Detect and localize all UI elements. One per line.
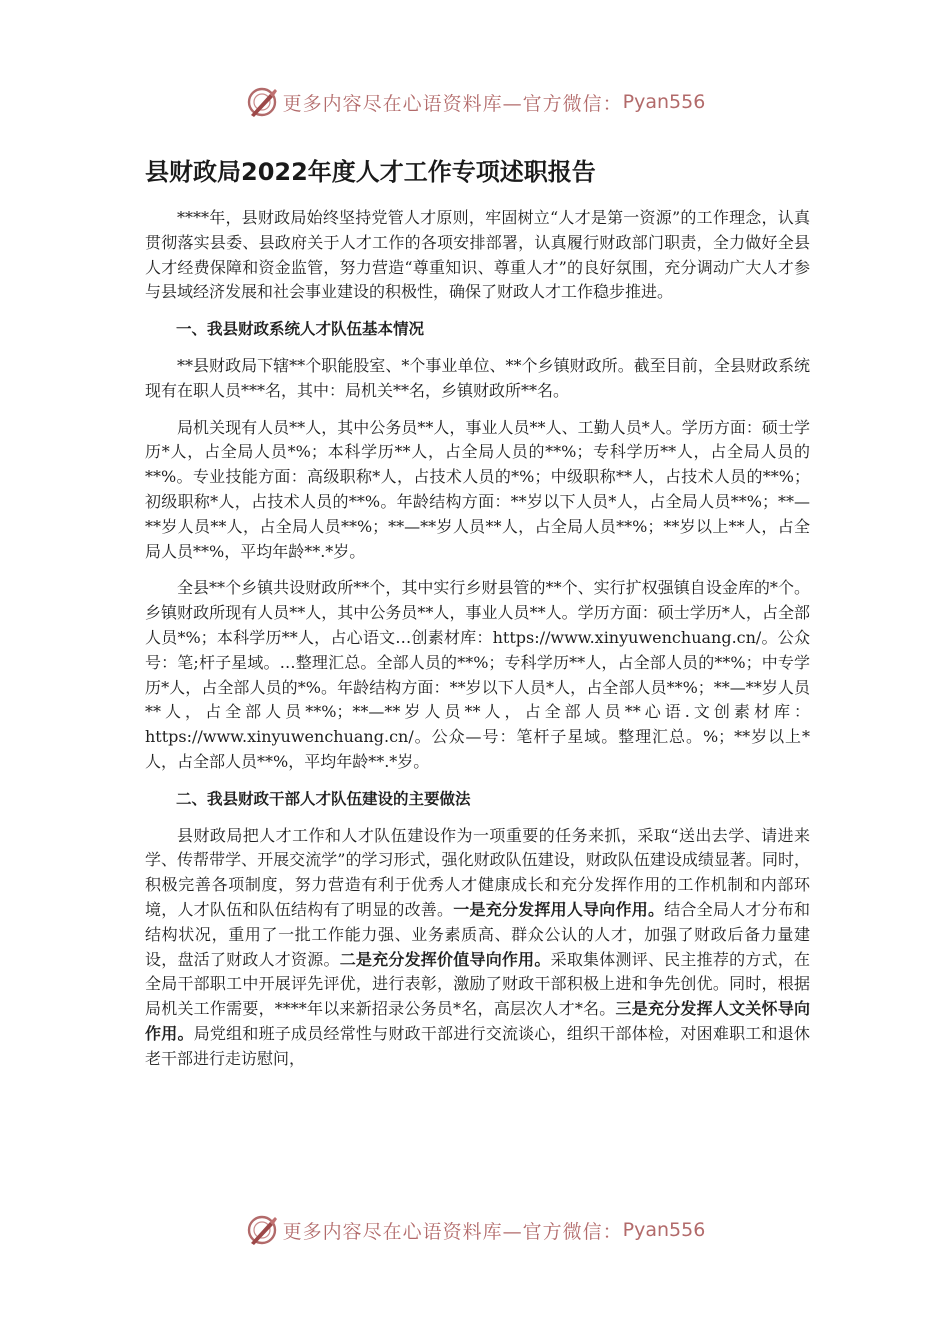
document-body	[145, 206, 810, 1084]
banner-wechat-id: Pyan556	[622, 91, 706, 113]
point-1-heading: 一是充分发挥用人导向作用。	[453, 899, 665, 919]
paragraph-main-practices	[145, 824, 810, 1072]
paragraph-intro: ****年，县财政局始终坚持党管人才原则，牢固树立“人才是第一资源”的工作理念，认真贯彻落实县委、县政府关于人才工作的各项安排部署，认真履行财政部门职责，全力做好全县人才经费保障和资金监管，努力营造“尊重知识、尊重人才”的良好氛围，充分调动广大人才参与县域经济发展和社会事业建设的积极性，确保了财政人才工作稳步推进。	[145, 208, 810, 302]
section-heading-1: 一、我县财政系统人才队伍基本情况	[176, 320, 425, 339]
point-3-text: 局党组和班子成员经常性与财政干部进行交流谈心，组织干部体检，对困难职工和退休老干部进行走访慰问，	[145, 1023, 810, 1068]
point-1-text: 结合全局人才分布和结构状况，重用了一批工作能力强、业务素质高、群众公认的人才，加强了财政后备力量建设，盘活了财政人才资源。	[145, 899, 810, 969]
pen-logo-icon	[245, 85, 279, 119]
point-3-heading: 三是充分发挥人文关怀导向作用。	[145, 999, 810, 1043]
banner-wechat-id: Pyan556	[622, 1219, 706, 1241]
header-watermark-banner	[0, 82, 950, 122]
point-2-text: 采取集体测评、民主推荐的方式，在全局干部职工中开展评先评优，进行表彰，激励了财政干部积极上进和争先创优。同时，根据局机关工作需要，****年以来新招录公务员*名，高层次人才*名。	[145, 949, 810, 1019]
pen-logo-icon	[245, 1213, 279, 1247]
paragraph-bureau-staff: 局机关现有人员**人，其中公务员**人，事业人员**人、工勤人员*人。学历方面：硕士学历*人，占全局人员*%；本科学历**人，占全局人员的**%；专科学历**人，占全局人员的**%。专业技能方面：高级职称*人，占技术人员的*%；中级职称**人，占技术人员的**%；初级职称*人，占技术人员的**%。年龄结构方面：**岁以下人员*人，占全局人员**%；**—**岁人员**人，占全局人员**%；**—**岁人员**人，占全局人员**%；**岁以上**人，占全局人员**%，平均年龄**.*岁。	[145, 417, 810, 561]
footer-watermark-banner	[0, 1210, 950, 1250]
practices-intro: 县财政局把人才工作和人才队伍建设作为一项重要的任务来抓，采取“送出去学、请进来学、传帮带学、开展交流学”的学习形式，强化财政队伍建设，财政队伍建设成绩显著。同时，积极完善各项制度，努力营造有利于优秀人才健康成长和充分发挥作用的工作机制和内部环境，人才队伍和队伍结构有了明显的改善。	[145, 825, 810, 919]
section-heading-2: 二、我县财政干部人才队伍建设的主要做法	[176, 789, 471, 808]
paragraph-staff-overview: **县财政局下辖**个职能股室、*个事业单位、**个乡镇财政所。截至目前，全县财政系统现有在职人员***名，其中：局机关**名，乡镇财政所**名。	[145, 355, 810, 400]
banner-text: 更多内容尽在心语资料库—官方微信：	[282, 92, 623, 115]
point-2-heading: 二是充分发挥价值导向作用。	[339, 949, 551, 969]
paragraph-township-staff: 全县**个乡镇共设财政所**个，其中实行乡财县管的**个、实行扩权强镇自设金库的*个。乡镇财政所现有人员**人，其中公务员**人，事业人员**人。学历方面：硕士学历*人，占全部人员*%；本科学历**人，占心语文…创素材库：https://www.xinyuwenchuang.cn/。公众号：笔;杆子星域。…整理汇总。全部人员的**%；专科学历**人，占全部人员的**%；中专学历*人，占全部人员的*%。年龄结构方面：**岁以下人员*人，占全部人员**%；**—**岁人员**人，占全部人员**%；**—**岁人员**人，占全部人员**心语.文创素材库：https://www.xinyuwenchuang.cn/。公众—号：笔杆子星域。整理汇总。%；**岁以上*人，占全部人员**%，平均年龄**.*岁。	[145, 578, 810, 771]
banner-text: 更多内容尽在心语资料库—官方微信：	[282, 1220, 623, 1243]
document-title: 县财政局2022年度人才工作专项述职报告	[145, 158, 596, 186]
